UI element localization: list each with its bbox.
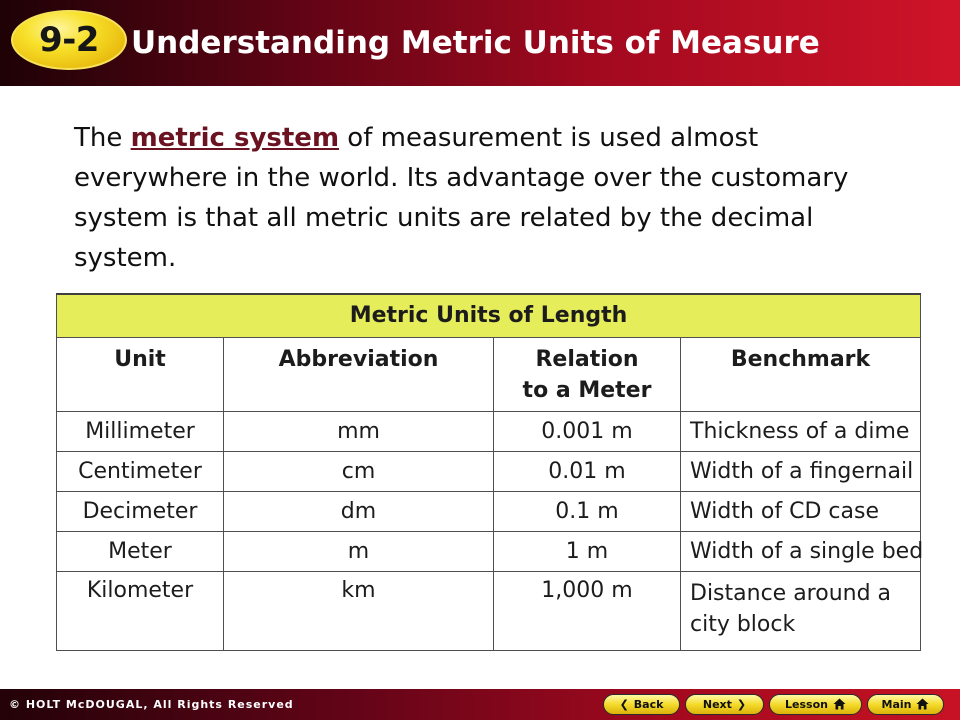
header-bar	[0, 0, 960, 86]
cell-unit: Meter	[57, 531, 224, 571]
header-abbreviation: Abbreviation	[224, 337, 494, 411]
intro-text-before: The	[74, 123, 131, 153]
back-button[interactable]	[603, 694, 680, 715]
cell-benchmark: Width of a fingernail	[681, 451, 921, 491]
table-header-row	[57, 337, 921, 411]
chevron-left-icon: ❮	[619, 698, 629, 711]
intro-paragraph	[74, 118, 904, 278]
next-button[interactable]	[685, 694, 764, 715]
cell-relation: 0.1 m	[494, 491, 681, 531]
cell-relation: 1,000 m	[494, 571, 681, 650]
lesson-number: 9-2	[39, 20, 99, 60]
header-unit: Unit	[57, 337, 224, 411]
cell-benchmark: Thickness of a dime	[681, 411, 921, 451]
table-title-row	[57, 294, 921, 337]
footer-bar	[0, 689, 960, 720]
cell-abbreviation: km	[224, 571, 494, 650]
vocabulary-term: metric system	[130, 123, 340, 153]
back-button-label: Back	[633, 698, 664, 711]
page-title: Understanding Metric Units of Measure	[131, 25, 820, 61]
cell-unit: Millimeter	[57, 411, 224, 451]
main-button-label: Main	[881, 698, 912, 711]
home-icon	[833, 698, 846, 712]
cell-relation: 1 m	[494, 531, 681, 571]
lesson-button-label: Lesson	[785, 698, 828, 711]
cell-abbreviation: dm	[224, 491, 494, 531]
cell-relation: 0.01 m	[494, 451, 681, 491]
table-title: Metric Units of Length	[57, 294, 921, 337]
cell-benchmark: Width of CD case	[681, 491, 921, 531]
header-relation-line2: to a Meter	[522, 377, 652, 403]
table-row	[57, 571, 921, 650]
copyright-text: © HOLT McDOUGAL, All Rights Reserved	[9, 698, 294, 711]
cell-abbreviation: mm	[224, 411, 494, 451]
cell-unit: Centimeter	[57, 451, 224, 491]
table-row	[57, 531, 921, 571]
header-relation	[494, 337, 681, 411]
header-benchmark: Benchmark	[681, 337, 921, 411]
cell-relation: 0.001 m	[494, 411, 681, 451]
table-row	[57, 491, 921, 531]
cell-benchmark: Distance around a city block	[681, 571, 921, 650]
header-relation-line1: Relation	[535, 346, 639, 372]
cell-unit: Kilometer	[57, 571, 224, 650]
chevron-right-icon: ❯	[736, 698, 747, 711]
main-button[interactable]	[867, 694, 944, 715]
metric-units-table	[56, 293, 924, 651]
cell-benchmark: Width of a single bed	[681, 531, 921, 571]
lesson-button[interactable]	[769, 694, 862, 715]
cell-abbreviation: cm	[224, 451, 494, 491]
table-row	[57, 451, 921, 491]
cell-unit: Decimeter	[57, 491, 224, 531]
next-button-label: Next	[702, 698, 732, 711]
lesson-number-badge	[11, 10, 127, 70]
intro-text-after: of measurement is used almost everywhere in the world. Its advantage over the customary system is that all metric units are related by the decimal system.	[74, 123, 849, 273]
table-row	[57, 411, 921, 451]
cell-abbreviation: m	[224, 531, 494, 571]
home-icon	[916, 698, 929, 712]
